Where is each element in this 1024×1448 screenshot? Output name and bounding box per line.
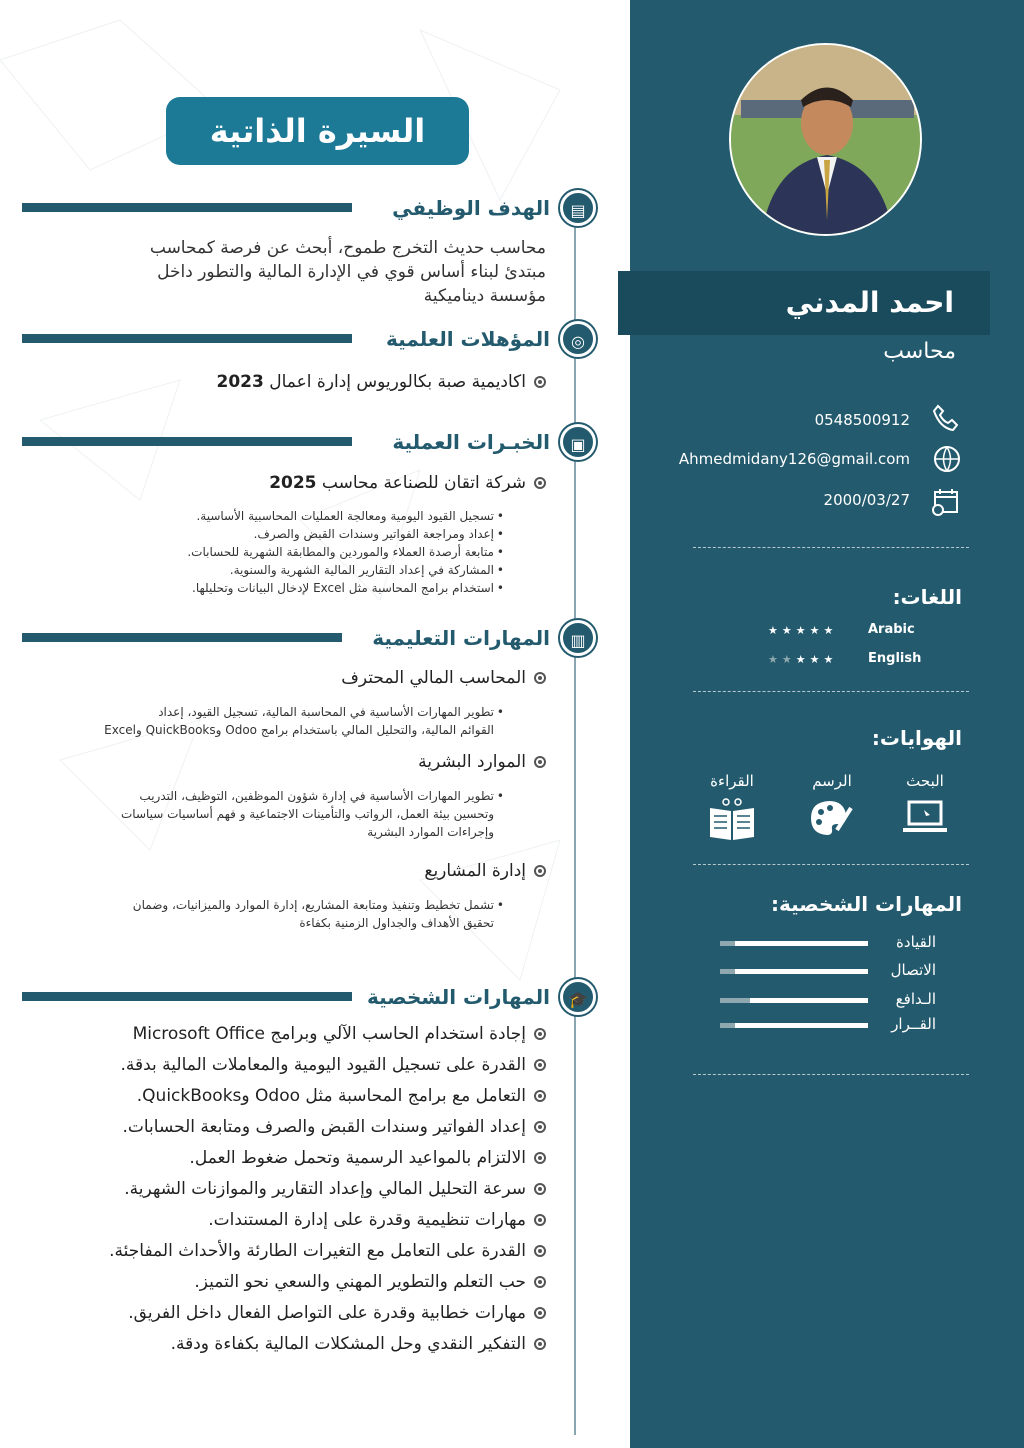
cv-title: السيرة الذاتية xyxy=(166,97,469,165)
personal-skill-item xyxy=(20,1055,546,1075)
section-bar xyxy=(22,203,352,212)
section-education-header xyxy=(22,620,596,656)
company-text: شركة اتقان للصناعة محاسب xyxy=(321,473,526,493)
objective-line: مؤسسة ديناميكية xyxy=(423,286,546,306)
soft-skill-label: الاتصال xyxy=(890,961,936,979)
section-bar xyxy=(22,992,352,1001)
list-item xyxy=(20,703,504,739)
education-item-desc xyxy=(20,787,504,841)
language-name: Arabic xyxy=(868,622,915,637)
laptop-icon xyxy=(900,798,950,838)
list-item xyxy=(20,896,504,932)
experience-bullets xyxy=(20,507,504,597)
star-icon: ★ xyxy=(781,624,796,637)
skill-text: القدرة على التعامل مع التغيرات الطارئة والأحداث المفاجئة. xyxy=(109,1241,526,1261)
list-item: • متابعة أرصدة العملاء والموردين والمطابقة الشهرية للحسابات. xyxy=(20,543,504,561)
email-text: Ahmedmidany126@gmail.com xyxy=(678,450,910,468)
desc-line: تحقيق الأهداف والجداول الزمنية بكفاءة xyxy=(299,916,494,930)
bullet-dot-icon xyxy=(534,477,546,489)
education-item-title: إدارة المشاريع xyxy=(424,861,526,881)
soft-skill-bar xyxy=(720,941,868,946)
section-bar xyxy=(22,633,342,642)
personal-skill-item xyxy=(20,1303,546,1323)
skill-text: حب التعلم والتطوير المهني والسعي نحو التميز. xyxy=(194,1272,526,1292)
hobby-label: الرسم xyxy=(812,772,852,790)
section-bar xyxy=(22,334,352,343)
divider xyxy=(693,691,969,692)
timeline-line xyxy=(574,195,576,1435)
skill-text: الالتزام بالمواعيد الرسمية وتحمل ضغوط العمل. xyxy=(189,1148,526,1168)
bullet-dot-icon xyxy=(534,1028,546,1040)
profile-photo xyxy=(729,43,922,236)
skill-text: التعامل مع برامج المحاسبة مثل Odoo وQuickBooks. xyxy=(136,1086,526,1106)
bullet-dot-icon xyxy=(534,865,546,877)
personal-skill-item xyxy=(20,1272,546,1292)
section-experience-header xyxy=(22,424,596,460)
desc-line: وتحسين بيئة العمل، الرواتب والتأمينات الاجتماعية و فهم أساسيات سياسات xyxy=(120,807,494,821)
palette-icon xyxy=(807,798,857,838)
bullet-dot-icon xyxy=(534,672,546,684)
hobby-label: البحث xyxy=(906,772,944,790)
star-icon: ★ xyxy=(768,624,782,637)
education-item xyxy=(20,668,546,688)
divider xyxy=(693,547,969,548)
personal-skill-item xyxy=(20,1179,546,1199)
phone-icon xyxy=(930,403,960,433)
rating-stars xyxy=(768,653,837,666)
skill-text: سرعة التحليل المالي وإعداد التقارير والموازنات الشهرية. xyxy=(124,1179,526,1199)
profile-name: احمد المدني xyxy=(618,271,990,335)
section-title: المهارات الشخصية xyxy=(366,985,550,1009)
desc-line: وإجراءات الموارد البشرية xyxy=(367,825,494,839)
section-objective-header xyxy=(22,190,596,226)
skill-text: القدرة على تسجيل القيود اليومية والمعاملات المالية بدقة. xyxy=(120,1055,526,1075)
soft-skill-bar xyxy=(720,1023,868,1028)
list-item xyxy=(20,787,504,841)
section-title: المهارات التعليمية xyxy=(372,626,550,650)
soft-skill-bar-remainder xyxy=(720,1023,735,1028)
objective-line: مبتدئ لبناء أساس قوي في الإدارة المالية والتطور داخل xyxy=(157,262,546,282)
bullet-dot-icon xyxy=(534,1338,546,1350)
section-qualifications-header xyxy=(22,321,596,357)
soft-skill-label: القــرار xyxy=(891,1015,936,1033)
personal-skill-item xyxy=(20,1148,546,1168)
desc-line: تشمل تخطيط وتنفيذ ومتابعة المشاريع، إدارة الموارد والميزانيات، وضمان xyxy=(132,898,494,912)
personal-skill-item xyxy=(20,1210,546,1230)
bullet-dot-icon xyxy=(534,1307,546,1319)
education-item-title: المحاسب المالي المحترف xyxy=(341,668,526,688)
star-icon: ★ xyxy=(823,624,838,637)
education-item-desc xyxy=(20,703,504,739)
briefcase-icon: ▣ xyxy=(560,424,596,460)
soft-skill-label: الـدافع xyxy=(895,990,936,1008)
globe-icon xyxy=(932,444,962,474)
star-icon: ★ xyxy=(795,624,810,637)
hobby-drawing xyxy=(797,772,867,842)
skill-text: إجادة استخدام الحاسب الآلي وبرامج Microsoft Office xyxy=(132,1024,526,1044)
hobby-research xyxy=(890,772,960,842)
calendar-icon xyxy=(930,486,960,516)
skill-text: التفكير النقدي وحل المشكلات المالية بكفاءة ودقة. xyxy=(170,1334,526,1354)
list-item: • استخدام برامج المحاسبة مثل Excel لإدخال البيانات وتحليلها. xyxy=(20,579,504,597)
desc-line: تطوير المهارات الأساسية في إدارة شؤون الموظفين، التوظيف، التدريب xyxy=(139,789,494,803)
hobby-reading xyxy=(697,772,767,846)
bullet-dot-icon xyxy=(534,1059,546,1071)
document-icon: ▤ xyxy=(560,190,596,226)
education-item xyxy=(20,752,546,772)
education-item-desc xyxy=(20,896,504,932)
list-item: • تسجيل القيود اليومية ومعالجة العمليات المحاسبية الأساسية. xyxy=(20,507,504,525)
star-icon: ★ xyxy=(809,624,824,637)
star-icon: ★ xyxy=(809,653,824,666)
star-icon: ★ xyxy=(781,653,796,666)
desc-line: تطوير المهارات الأساسية في المحاسبة المالية، تسجيل القيود، إعداد xyxy=(158,705,494,719)
soft-skill-bar xyxy=(720,998,868,1003)
skill-text: مهارات خطابية وقدرة على التواصل الفعال داخل الفريق. xyxy=(128,1303,526,1323)
soft-skill-bar xyxy=(720,969,868,974)
skill-text: إعداد الفواتير وسندات القبض والصرف ومتابعة الحسابات. xyxy=(122,1117,526,1137)
soft-skills-title: المهارات الشخصية: xyxy=(770,892,962,916)
list-item: • المشاركة في إعداد التقارير المالية الشهرية والسنوية. xyxy=(20,561,504,579)
experience-year: 2025 xyxy=(269,473,317,493)
bullet-dot-icon xyxy=(534,1090,546,1102)
divider xyxy=(693,1074,969,1075)
bullet-dot-icon xyxy=(534,1276,546,1288)
objective-text xyxy=(46,236,546,308)
bullet-dot-icon xyxy=(534,1245,546,1257)
bullet-dot-icon xyxy=(534,1183,546,1195)
education-item xyxy=(20,861,546,881)
section-title: الهدف الوظيفي xyxy=(392,196,550,220)
qualification-item xyxy=(20,372,546,392)
skill-text: مهارات تنظيمية وقدرة على إدارة المستندات. xyxy=(208,1210,526,1230)
personal-skill-item xyxy=(20,1024,546,1044)
hobby-label: القراءة xyxy=(710,772,754,790)
qualification-year: 2023 xyxy=(216,372,264,392)
section-title: الخبـرات العملية xyxy=(392,430,550,454)
qualification-text: اكاديمية صبة بكالوريوس إدارة اعمال xyxy=(269,372,526,392)
bullet-dot-icon xyxy=(534,1214,546,1226)
bullet-dot-icon xyxy=(534,1152,546,1164)
soft-skill-bar-remainder xyxy=(720,941,735,946)
divider xyxy=(693,864,969,865)
language-name: English xyxy=(868,651,922,666)
soft-skill-bar-remainder xyxy=(720,969,735,974)
star-icon: ★ xyxy=(823,653,838,666)
objective-line: محاسب حديث التخرج طموح، أبحث عن فرصة كمحاسب xyxy=(149,238,546,258)
bullet-dot-icon xyxy=(534,1121,546,1133)
section-personal-skills-header xyxy=(22,979,596,1015)
personal-skill-item xyxy=(20,1334,546,1354)
desc-line: القوائم المالية، والتحليل المالي باستخدام برامج Odoo وQuickBooks وExcel xyxy=(104,723,494,737)
languages-title: اللغات: xyxy=(892,585,962,609)
star-icon: ★ xyxy=(795,653,810,666)
personal-skill-item xyxy=(20,1117,546,1137)
birthdate-text: 2000/03/27 xyxy=(823,491,910,509)
certificate-icon: ◎ xyxy=(560,321,596,357)
rating-stars xyxy=(768,624,837,637)
section-bar xyxy=(22,437,352,446)
bullet-dot-icon xyxy=(534,756,546,768)
training-icon: ▥ xyxy=(560,620,596,656)
hobbies-title: الهوايات: xyxy=(871,726,962,750)
star-icon: ★ xyxy=(768,653,782,666)
soft-skill-label: القيادة xyxy=(896,933,936,951)
list-item: • إعداد ومراجعة الفواتير وسندات القبض والصرف. xyxy=(20,525,504,543)
section-title: المؤهلات العلمية xyxy=(386,327,550,351)
phone-text: 0548500912 xyxy=(814,411,910,429)
education-item-title: الموارد البشرية xyxy=(418,752,526,772)
profile-job-title: محاسب xyxy=(883,339,956,364)
person-avatar-icon xyxy=(731,45,922,236)
experience-item xyxy=(20,473,546,493)
personal-skill-item xyxy=(20,1086,546,1106)
bullet-dot-icon xyxy=(534,376,546,388)
soft-skill-bar-remainder xyxy=(720,998,750,1003)
personal-skill-item xyxy=(20,1241,546,1261)
graduation-cap-icon: 🎓 xyxy=(560,979,596,1015)
book-icon xyxy=(707,798,757,842)
